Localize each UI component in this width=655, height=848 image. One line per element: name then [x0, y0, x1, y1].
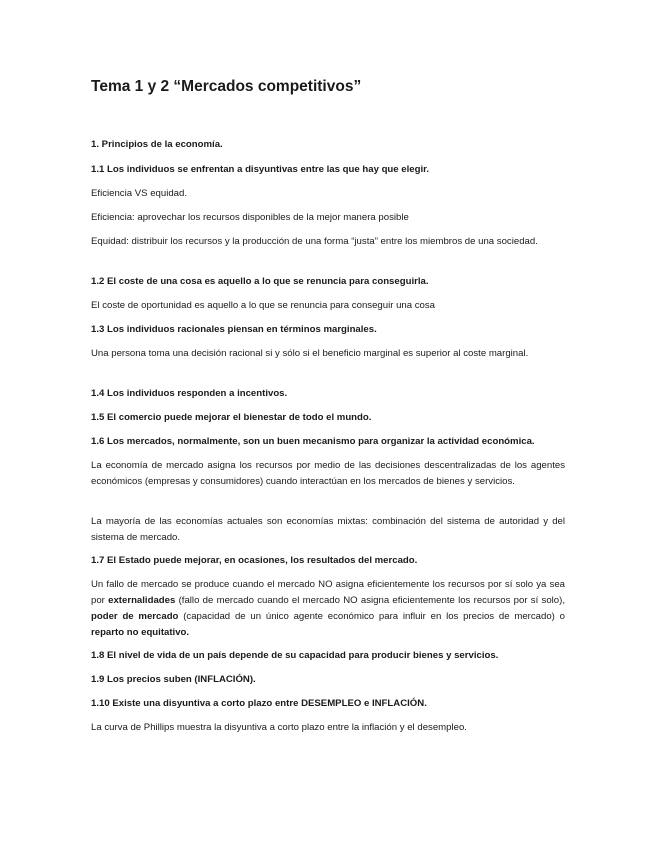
section-1-7-paragraph-1 — [91, 577, 565, 641]
document-title: Tema 1 y 2 “Mercados competitivos” — [91, 78, 362, 95]
section-1-7-heading: 1.7 El Estado puede mejorar, en ocasiones, los resultados del mercado. — [91, 555, 418, 566]
section-1-6-paragraph-1: La economía de mercado asigna los recursos por medio de las decisiones descentralizadas de los agentes económicos (empresas y consumidores) cuando interactúan en los mercados de bienes y servicios. — [91, 460, 565, 487]
section-1-9-heading: 1.9 Los precios suben (INFLACIÓN). — [91, 674, 256, 685]
section-1-6-paragraph-2: La mayoría de las economías actuales son economías mixtas: combinación del sistema de autoridad y del sistema de mercado. — [91, 516, 565, 543]
section-1-7-text-c: (fallo de mercado cuando el mercado NO asigna eficientemente los recursos por sí solo), — [175, 595, 565, 606]
section-1-3-heading: 1.3 Los individuos racionales piensan en términos marginales. — [91, 324, 377, 335]
poder-de-mercado-term: poder de mercado — [91, 611, 179, 622]
section-1-10-paragraph-1: La curva de Phillips muestra la disyuntiva a corto plazo entre la inflación y el desempleo. — [91, 722, 467, 733]
section-1-2-paragraph-1: El coste de oportunidad es aquello a lo que se renuncia para conseguir una cosa — [91, 300, 436, 311]
externalidades-term: externalidades — [108, 595, 176, 606]
section-1-8-heading: 1.8 El nivel de vida de un país depende de su capacidad para producir bienes y servicios. — [91, 650, 499, 661]
section-1-6-heading: 1.6 Los mercados, normalmente, son un buen mecanismo para organizar la actividad económica. — [91, 436, 535, 447]
section-1-heading: 1. Principios de la economía. — [91, 139, 223, 150]
section-1-1-paragraph-3: Equidad: distribuir los recursos y la producción de una forma “justa” entre los miembros de una sociedad. — [91, 236, 538, 247]
section-1-4-heading: 1.4 Los individuos responden a incentivos. — [91, 388, 288, 399]
reparto-no-equitativo-term: reparto no equitativo. — [91, 627, 190, 638]
section-1-1-paragraph-1: Eficiencia VS equidad. — [91, 188, 187, 199]
section-1-1-heading: 1.1 Los individuos se enfrentan a disyuntivas entre las que hay que elegir. — [91, 164, 430, 175]
section-1-7-text-e: (capacidad de un único agente económico para influir en los precios de mercado) o — [178, 611, 565, 622]
section-1-3-paragraph-1: Una persona toma una decisión racional si y sólo si el beneficio marginal es superior al coste marginal. — [91, 348, 529, 359]
section-1-1-paragraph-2: Eficiencia: aprovechar los recursos disponibles de la mejor manera posible — [91, 212, 409, 223]
section-1-10-heading: 1.10 Existe una disyuntiva a corto plazo entre DESEMPLEO e INFLACIÓN. — [91, 698, 427, 709]
section-1-7-text-a: Un fallo de mercado se produce cuando el mercado NO asigna eficientemente los recursos por sí solo ya sea por — [91, 579, 565, 606]
section-1-5-heading: 1.5 El comercio puede mejorar el bienestar de todo el mundo. — [91, 412, 372, 423]
section-1-2-heading: 1.2 El coste de una cosa es aquello a lo que se renuncia para conseguirla. — [91, 276, 429, 287]
